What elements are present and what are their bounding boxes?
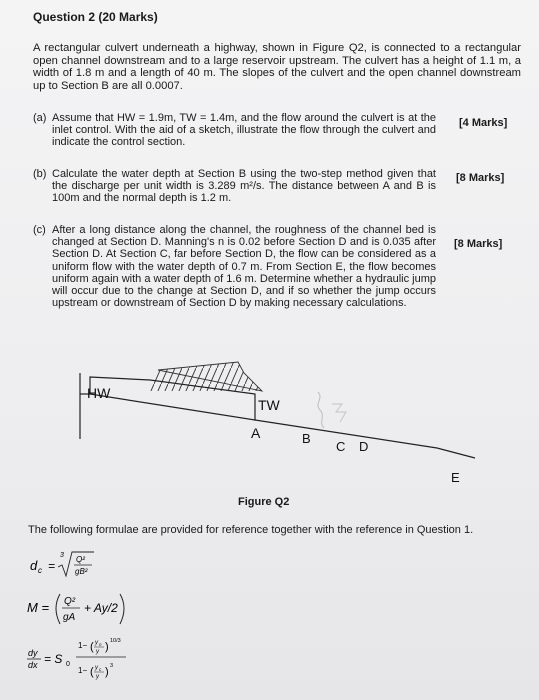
svg-text:3: 3 [110, 663, 114, 669]
svg-text:+ Ay/2: + Ay/2 [84, 601, 118, 615]
svg-text:): ) [105, 666, 109, 678]
svg-text:): ) [105, 641, 109, 653]
svg-text:c: c [99, 667, 102, 672]
svg-text:dx: dx [28, 660, 38, 670]
part-b-text: Calculate the water depth at Section B using the two-step method given that the discharge per unit width is 3.289 m²/s. The distance between A and B is 100m and the normal depth is 1.2 m. [52, 168, 436, 205]
question-intro: A rectangular culvert underneath a highway, shown in Figure Q2, is connected to a rectangular open channel downstream and to a large reservoir upstream. The culvert has a height of 1.1 m, a width of 1.8 m and a length of 40 m. The slopes of the culvert and the open channel downstream up to Section B are all 0.0007. [33, 42, 521, 92]
svg-text:y: y [96, 674, 99, 680]
part-a-marks: [4 Marks] [459, 117, 508, 129]
svg-text:d: d [30, 558, 38, 573]
formula-gradually-varied-flow [27, 638, 126, 680]
svg-text:dy: dy [28, 648, 38, 658]
svg-text:(: ( [90, 666, 94, 678]
formula-momentum [27, 594, 124, 624]
svg-text:1−: 1− [78, 641, 88, 650]
svg-text:y: y [95, 640, 98, 646]
svg-text:Q²: Q² [76, 555, 85, 564]
part-a-text: Assume that HW = 1.9m, TW = 1.4m, and the flow around the culvert is at the inlet control. With the aid of a sketch, illustrate the flow through the culvert and indicate the control section. [52, 112, 436, 149]
svg-text:gB²: gB² [75, 567, 88, 576]
part-c-label: (c) [33, 224, 46, 236]
channel-bed-upper [255, 420, 437, 448]
section-sketch [332, 404, 346, 422]
part-a-label: (a) [33, 112, 47, 124]
svg-text:3: 3 [60, 552, 64, 559]
formulae [0, 540, 539, 700]
channel-bed-lower [437, 448, 475, 458]
figure-caption: Figure Q2 [238, 496, 290, 508]
part-c-marks: [8 Marks] [454, 238, 503, 250]
svg-text:n: n [99, 642, 102, 647]
part-b-marks: [8 Marks] [456, 172, 505, 184]
svg-text:= S: = S [44, 652, 63, 666]
svg-text:0: 0 [66, 661, 70, 668]
svg-text:y: y [96, 649, 99, 655]
svg-text:1−: 1− [78, 666, 88, 675]
part-b-label: (b) [33, 168, 47, 180]
label-e: E [451, 470, 460, 485]
part-c-text: After a long distance along the channel, the roughness of the channel bed is changed at Section D. Manning's n is 0.02 before Section D and is 0.035 after Section D. At Section C, far before Section D, the flow can be considered as a uniform flow with the water depth of 0.7 m. From Section E, the flow becomes uniform again with a water depth of 1.6 m. Determine whether a hydraulic jump will occur due to the change at Section D, and if so whether the jump occurs upstream or downstream of Section D by making necessary calculations. [52, 224, 436, 310]
label-c: C [336, 439, 346, 454]
label-d: D [359, 439, 369, 454]
svg-text:10/3: 10/3 [110, 638, 121, 644]
label-tw: TW [258, 397, 280, 413]
svg-text:c: c [38, 566, 42, 575]
label-a: A [251, 425, 261, 441]
formula-note: The following formulae are provided for reference together with the reference in Question 1. [28, 524, 474, 536]
embankment-hatch [150, 362, 262, 391]
hydraulic-jump-sketch [318, 392, 324, 428]
formula-critical-depth [30, 552, 94, 576]
svg-text:gA: gA [63, 612, 76, 623]
label-b: B [302, 431, 311, 446]
svg-text:Q²: Q² [64, 596, 76, 607]
svg-text:=: = [48, 559, 56, 573]
svg-text:(: ( [90, 641, 94, 653]
label-hw: HW [87, 385, 111, 401]
svg-text:y: y [95, 665, 98, 671]
question-title: Question 2 (20 Marks) [33, 10, 158, 24]
svg-text:M =: M = [27, 600, 50, 615]
